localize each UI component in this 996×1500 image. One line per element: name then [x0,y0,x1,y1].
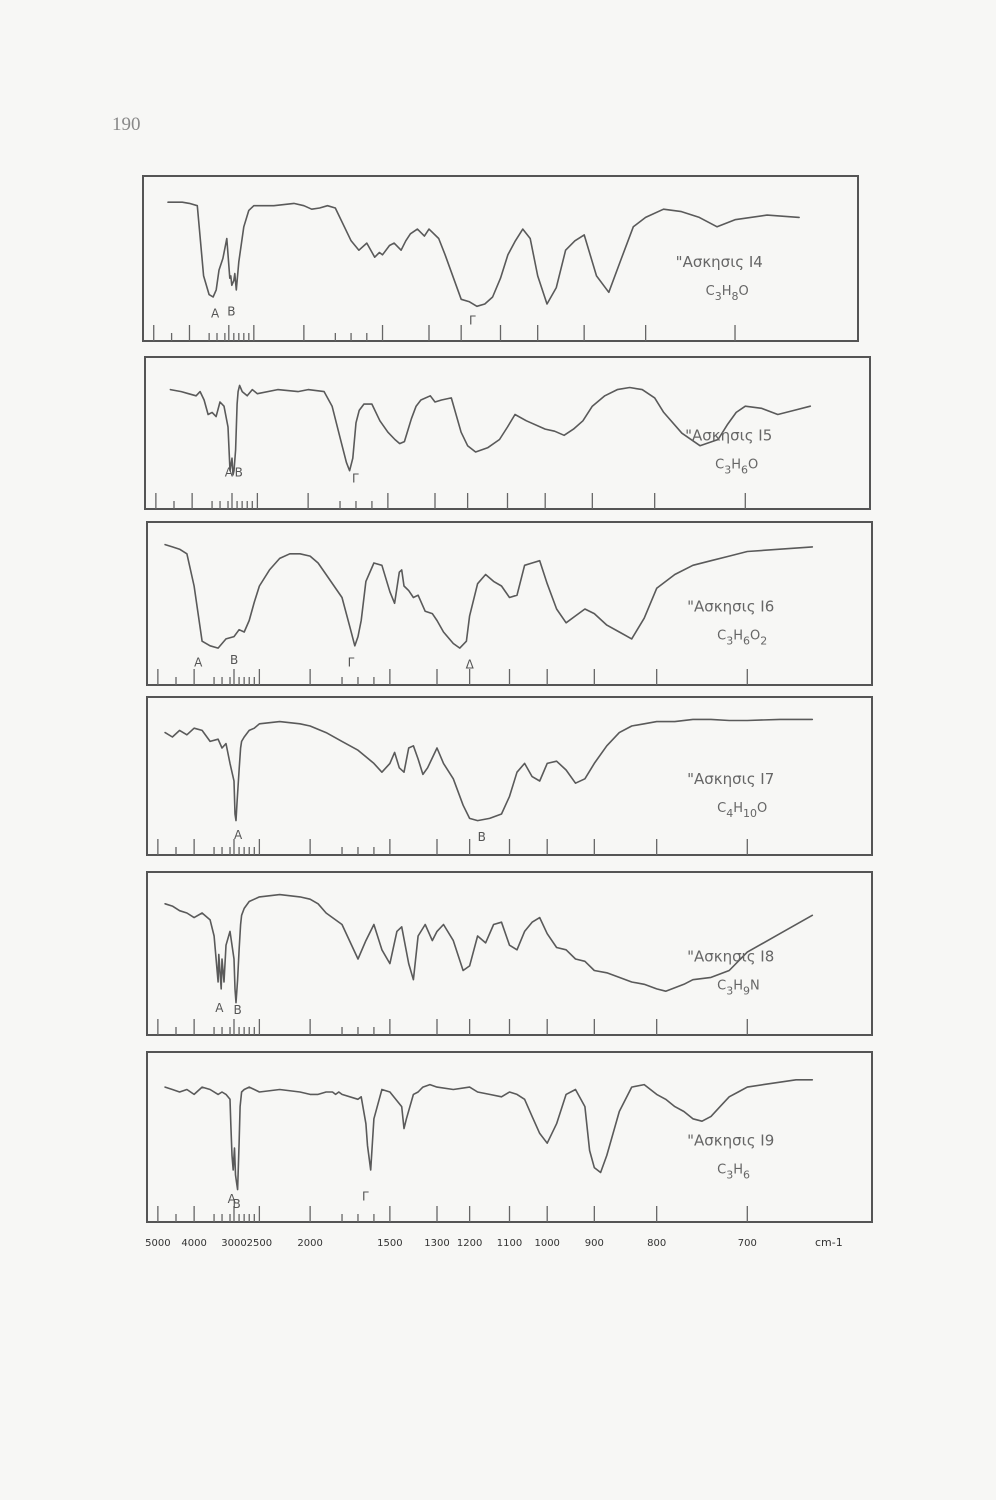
molecular-formula: $C_3H_6O$ [715,457,759,477]
peak-label: B [230,653,239,668]
spectrum-panel-5 [147,872,872,1035]
x-tick-label: 1200 [456,1238,483,1249]
x-tick-label: 1000 [534,1238,560,1249]
peak-label: A [211,306,220,321]
peak-label: A [227,1192,236,1207]
molecular-formula: $C_4H_{10}O$ [717,800,768,820]
peak-label: B [233,1003,242,1018]
x-axis-labels [145,1236,843,1249]
spectrum-line [165,545,812,649]
x-tick-label: 900 [584,1238,604,1249]
x-tick-label: 5000 [145,1238,171,1249]
x-tick-label: 2500 [246,1238,273,1249]
exercise-label: "Ασκησις Ι8 [687,947,775,966]
spectrum-panel-4 [147,697,872,855]
x-unit-label: cm-1 [815,1236,843,1249]
peak-label: A [215,1000,224,1015]
peak-label: Δ [465,657,474,672]
exercise-label: "Ασκησις Ι4 [675,252,763,271]
x-tick-label: 4000 [181,1238,207,1249]
peak-label: A [234,827,243,842]
spectrum-panel-1 [143,176,858,341]
x-tick-label: 1500 [377,1238,403,1249]
exercise-label: "Ασκησις Ι9 [687,1131,775,1150]
peak-label: B [234,465,243,480]
x-tick-label: 1100 [496,1238,523,1249]
peak-label: Γ [361,1189,369,1204]
spectrum-panel-3 [147,522,872,685]
exercise-label: "Ασκησις Ι6 [687,597,775,616]
x-tick-label: 700 [737,1238,757,1249]
peak-label: A [194,655,203,670]
peak-label: B [232,1197,241,1211]
exercise-label: "Ασκησις Ι7 [687,769,775,788]
peak-label: Γ [351,471,359,486]
x-tick-label: 3000 [221,1238,247,1249]
x-tick-label: 2000 [297,1238,323,1249]
exercise-label: "Ασκησις Ι5 [685,426,773,445]
molecular-formula: $C_3H_9N$ [717,978,760,998]
x-tick-label: 800 [647,1238,667,1249]
spectrum-panel-6 [147,1052,872,1222]
peak-label: B [227,304,236,319]
peak-label: A [224,465,234,480]
page-number: 190 [112,114,141,135]
peak-label: B [477,830,486,844]
molecular-formula: $C_3H_6O_2$ [717,628,768,648]
spectrum-panel-2 [145,357,870,509]
peak-label: Γ [347,655,355,670]
peak-label: Γ [468,313,476,328]
molecular-formula: $C_3H_6$ [717,1162,750,1182]
molecular-formula: $C_3H_8O$ [705,283,749,303]
x-tick-label: 1300 [424,1238,450,1249]
